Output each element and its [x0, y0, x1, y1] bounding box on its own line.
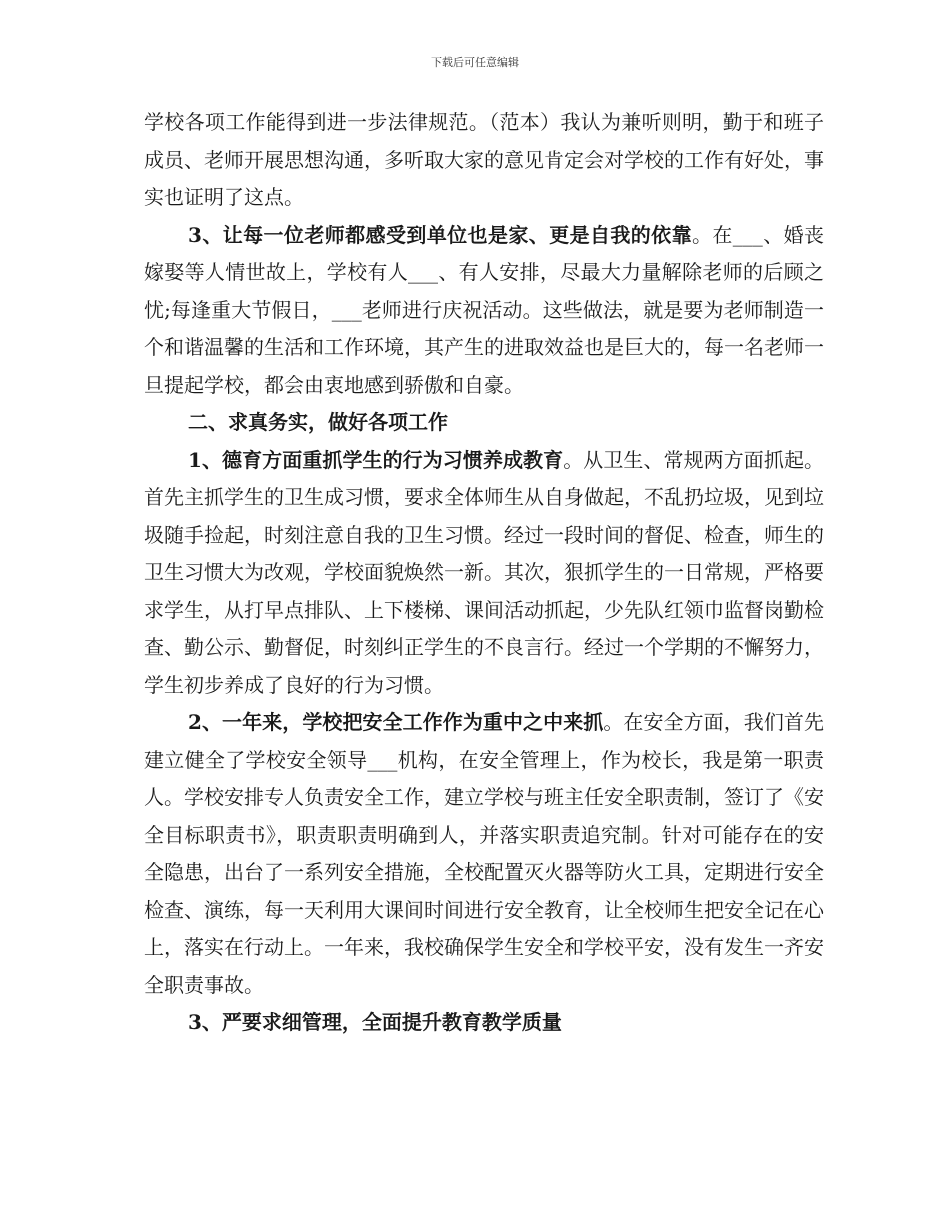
section-heading — [144, 1004, 824, 1042]
paragraph-text: 学校各项工作能得到进一步法律规范。（范本）我认为兼听则明，勤于和班子成员、老师开展思想沟通，多听取大家的意见肯定会对学校的工作有好处，事实也证明了这点。 — [144, 110, 824, 209]
section-heading-text: 二、求真务实，做好各项工作 — [188, 410, 448, 434]
paragraph-lead: 3、让每一位老师都感受到单位也是家、更是自我的依靠 — [188, 222, 692, 247]
paragraph-lead: 2、一年来，学校把安全工作作为重中之中来抓 — [188, 710, 604, 734]
paragraph-text: 。在___、婚丧嫁娶等人情世故上，学校有人___、有人安排，尽最大力量解除老师的后顾之忧;每逢重大节假日，___老师进行庆祝活动。这些做法，就是要为老师制造一个和谐温馨的生活和工作环境，其产生的进取效益也是巨大的，每一名老师一旦提起学校，都会由衷地感到骄傲和自豪。 — [144, 222, 824, 397]
document-body — [144, 104, 824, 1042]
section-heading-text: 3、严要求细管理，全面提升教育教学质量 — [188, 1010, 562, 1034]
paragraph — [144, 217, 824, 405]
paragraph — [144, 104, 824, 217]
section-heading — [144, 404, 824, 442]
paragraph-text: 。从卫生、常规两方面抓起。首先主抓学生的卫生成习惯，要求全体师生从自身做起，不乱扔垃圾，见到垃圾随手捡起，时刻注意自我的卫生习惯。经过一段时间的督促、检查，师生的卫生习惯大为改观，学校面貌焕然一新。其次，狠抓学生的一日常规，严格要求学生，从打早点排队、上下楼梯、课间活动抓起，少先队红领巾监督岗勤检查、勤公示、勤督促，时刻纠正学生的不良言行。经过一个学期的不懈努力，学生初步养成了良好的行为习惯。 — [144, 447, 825, 697]
paragraph — [144, 442, 824, 705]
paragraph-lead: 1、德育方面重抓学生的行为习惯养成教育 — [188, 447, 564, 472]
paragraph-text: 。在安全方面，我们首先建立健全了学校安全领导___机构，在安全管理上，作为校长，我是第一职责人。学校安排专人负责安全工作，建立学校与班主任安全职责制，签订了《安全目标职责书》，职责职责明确到人，并落实职责追究制。针对可能存在的安全隐患，出台了一系列安全措施，全校配置灭火器等防火工具，定期进行安全检查、演练，每一天利用大课间时间进行安全教育，让全校师生把安全记在心上，落实在行动上。一年来，我校确保学生安全和学校平安，没有发生一齐安全职责事故。 — [144, 710, 824, 997]
paragraph — [144, 704, 824, 1004]
page-header: 下载后可任意编辑 — [431, 56, 519, 69]
